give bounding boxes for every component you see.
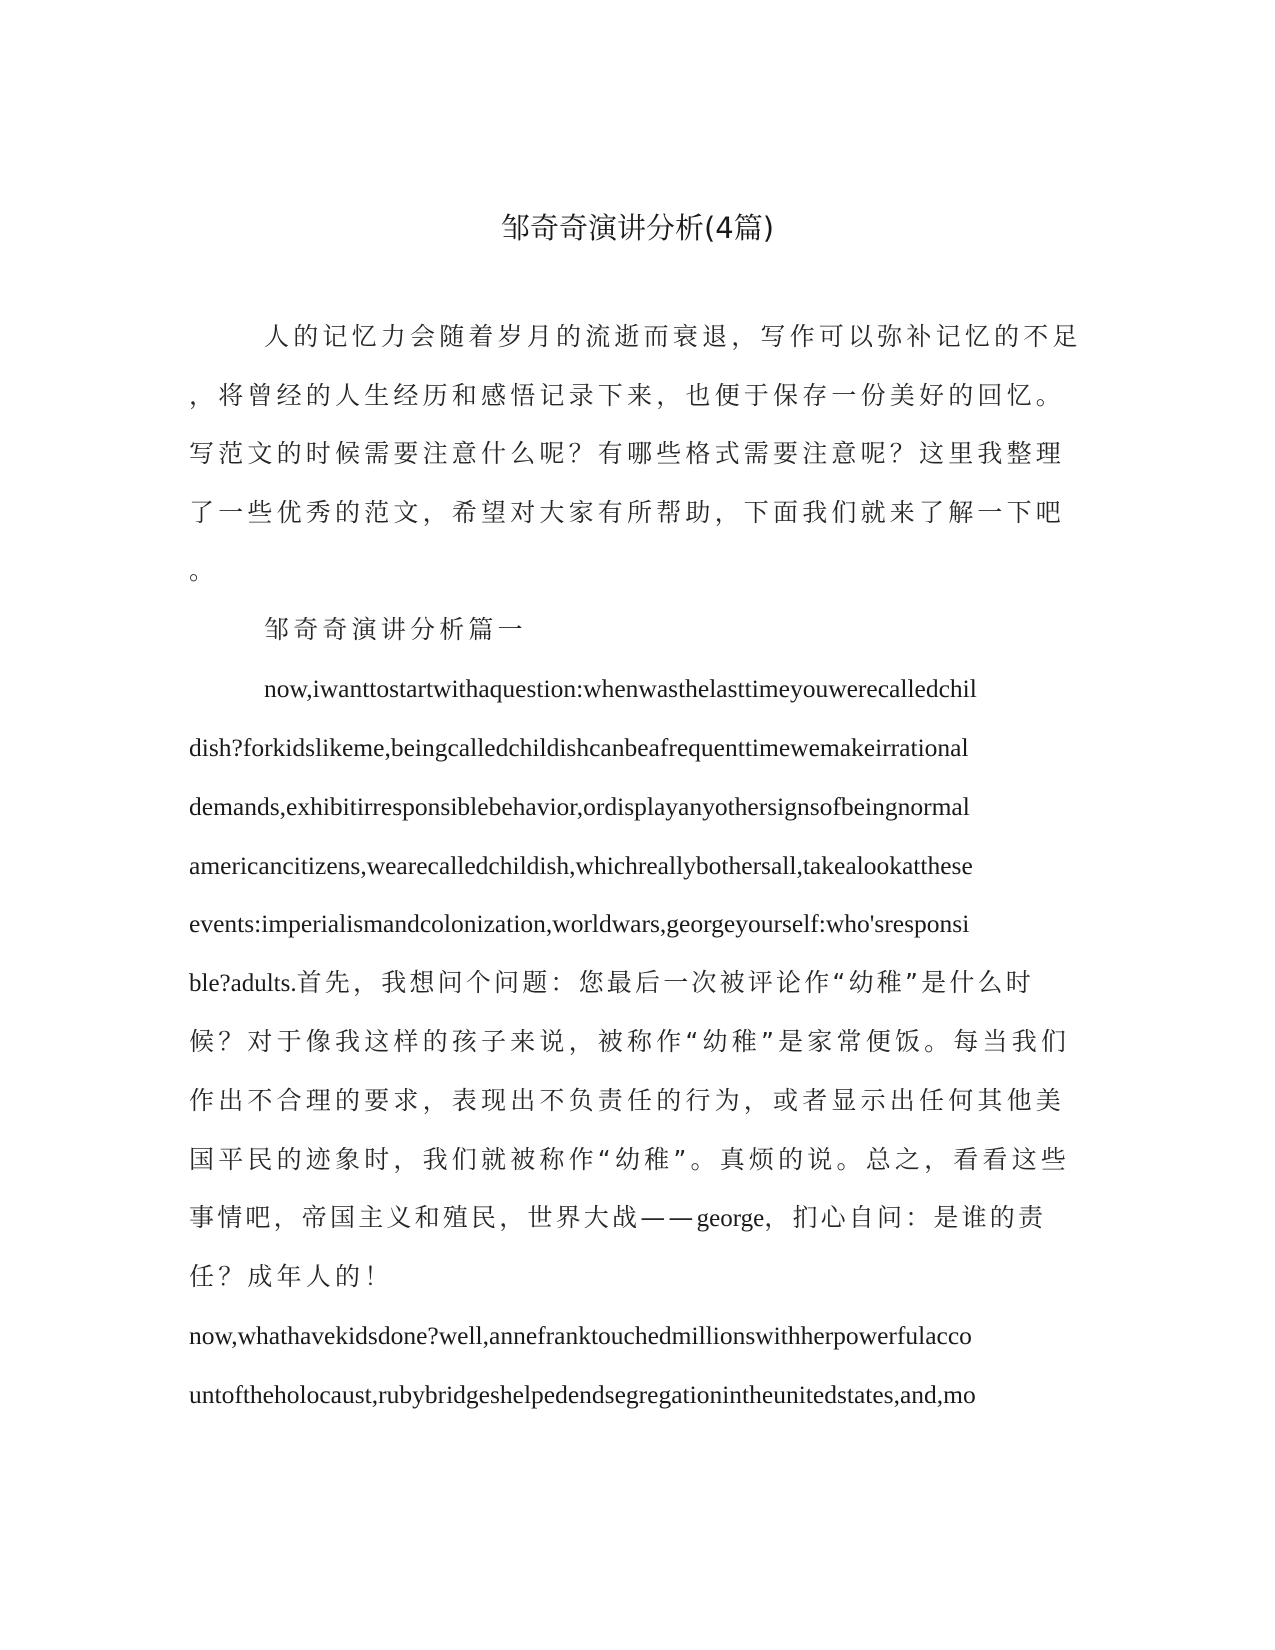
english-run: ble?adults. [189,970,297,997]
intro-paragraph-line-2: ，将曾经的人生经历和感悟记录下来，也便于保存一份美好的回忆。 [189,381,1066,410]
chinese-paragraph-line-4 [189,1201,1046,1235]
chinese-run-b: ，扪心自问：是谁的责 [764,1203,1047,1232]
chinese-paragraph-line-3: 国平民的迹象时，我们就被称作“幼稚”。真烦的说。总之，看看这些 [189,1145,1071,1174]
english-paragraph-1-line-5: events:imperialismandcolonization,worldwars,georgeyourself:who'sresponsi [189,909,970,938]
document-title: 邹奇奇演讲分析(4篇) [500,211,775,245]
chinese-paragraph-line-2: 作出不合理的要求，表现出不负责任的行为，或者显示出任何其他美 [189,1086,1066,1115]
intro-paragraph-line-1: 人的记忆力会随着岁月的流逝而衰退，写作可以弥补记忆的不足 [264,322,1082,351]
english-paragraph-1-line-2: dish?forkidslikeme,beingcalledchildishcanbeafrequenttimewemakeirrational [189,733,969,762]
english-paragraph-1-line-3: demands,exhibitirresponsiblebehavior,ordisplayanyothersignsofbeingnormal [189,792,970,821]
intro-paragraph-line-4: 了一些优秀的范文，希望对大家有所帮助，下面我们就来了解一下吧 [189,498,1066,527]
english-run-george: george [696,1205,765,1232]
english-paragraph-1-line-1: now,iwanttostartwithaquestion:whenwasthelasttimeyouwerecalledchil [264,674,977,703]
english-paragraph-2-line-1: now,whathavekidsdone?well,annefranktouchedmillionswithherpowerfulacco [189,1321,972,1350]
section-heading-1: 邹奇奇演讲分析篇一 [264,615,527,644]
intro-paragraph-line-3: 写范文的时候需要注意什么呢？有哪些格式需要注意呢？这里我整理 [189,439,1066,468]
intro-paragraph-line-5: 。 [189,556,219,585]
chinese-run: 首先，我想问个问题：您最后一次被评论作“幼稚”是什么时 [296,968,1034,997]
chinese-paragraph-line-5: 任？成年人的！ [189,1262,394,1291]
chinese-paragraph-line-1: 候？对于像我这样的孩子来说，被称作“幼稚”是家常便饭。每当我们 [189,1027,1071,1056]
mixed-paragraph-line-6 [189,966,1034,1000]
english-paragraph-2-line-2: untoftheholocaust,rubybridgeshelpedendsegregationintheunitedstates,and,mo [189,1380,976,1409]
english-paragraph-1-line-4: americancitizens,wearecalledchildish,whichreallybothersall,takealookatthese [189,851,973,880]
chinese-run-a: 事情吧，帝国主义和殖民，世界大战—— [189,1203,697,1232]
